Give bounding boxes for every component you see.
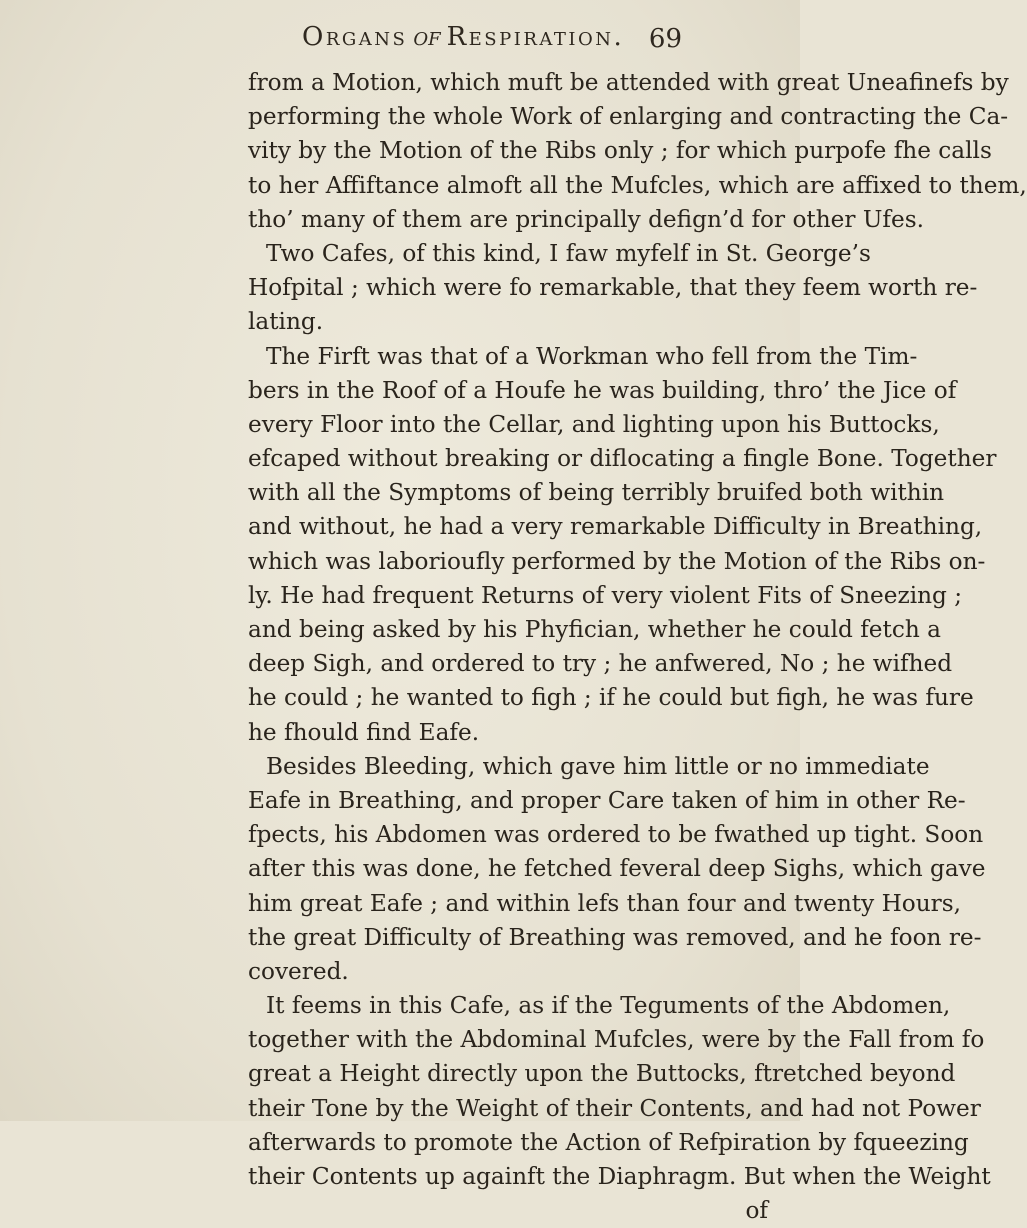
text-line: Eafe in Breathing, and proper Care taken of him in other Re- [248,786,966,814]
text-line: fpects, his Abdomen was ordered to be fwathed up tight. Soon [248,821,984,849]
text-line: their Tone by the Weight of their Contents, and had not Power [248,1094,981,1122]
running-title [302,22,624,52]
body-text [248,66,1027,1228]
text-line: their Contents up againft the Diaphragm. But when the Weight [248,1163,991,1190]
text-line: The Firft was that of a Workman who fell from the Tim- [266,342,918,370]
text-line: bers in the Roof of a Houfe he was building, thro’ the Jice of [248,376,957,404]
text-line: performing the whole Work of enlarging and contracting the Ca- [248,103,1009,131]
text-line: Hofpital ; which were fo remarkable, that they feem worth re- [248,274,978,302]
text-line: together with the Abdominal Mufcles, were by the Fall from fo [248,1026,985,1054]
text-line: with all the Symptoms of being terribly bruifed both within [248,479,945,507]
text-line: ly. He had frequent Returns of very violent Fits of Sneezing ; [248,581,963,609]
text-line: from a Motion, which muft be attended with great Uneafinefs by [248,69,1009,96]
text-line: Two Cafes, of this kind, I faw myfelf in St. George’s [266,239,871,267]
text-line: tho’ many of them are principally defign’d for other Ufes. [248,205,924,233]
text-line: and being asked by his Phyfician, whether he could fetch a [248,616,941,643]
text-line: lating. [248,308,324,336]
text-line: him great Eafe ; and within lefs than four and twenty Hours, [248,889,962,917]
title-organs: Organs [302,22,408,52]
text-line: every Floor into the Cellar, and lighting upon his Buttocks, [248,410,940,438]
text-line: deep Sigh, and ordered to try ; he anfwered, No ; he wifhed [248,650,953,678]
text-line: the great Difficulty of Breathing was removed, and he foon re- [248,923,982,951]
text-line: which was laborioufly performed by the Motion of the Ribs on- [248,547,986,575]
text-line: great a Height directly upon the Buttocks, ftretched beyond [248,1060,956,1088]
title-of: of [413,22,441,52]
text-line: vity by the Motion of the Ribs only ; for which purpofe fhe calls [248,137,992,165]
text-line: afterwards to promote the Action of Refpiration by fqueezing [248,1128,969,1156]
text-line: and without, he had a very remarkable Difficulty in Breathing, [248,513,983,541]
page-number: 69 [648,24,682,54]
text-line: covered. [248,957,349,985]
text-line: he could ; he wanted to figh ; if he could but figh, he was fure [248,684,974,712]
title-respiration: Respiration. [446,22,625,52]
running-header [302,14,800,54]
catchword: of [745,1197,768,1225]
text-line: he fhould find Eafe. [248,718,480,746]
text-line: Besides Bleeding, which gave him little or no immediate [266,752,930,780]
text-line: efcaped without breaking or diflocating a fingle Bone. Together [248,445,997,473]
text-line: to her Affiftance almoft all the Mufcles, which are affixed to them, [248,171,1027,199]
text-line: after this was done, he fetched feveral deep Sighs, which gave [248,855,986,883]
text-line: It feems in this Cafe, as if the Teguments of the Abdomen, [266,992,951,1020]
